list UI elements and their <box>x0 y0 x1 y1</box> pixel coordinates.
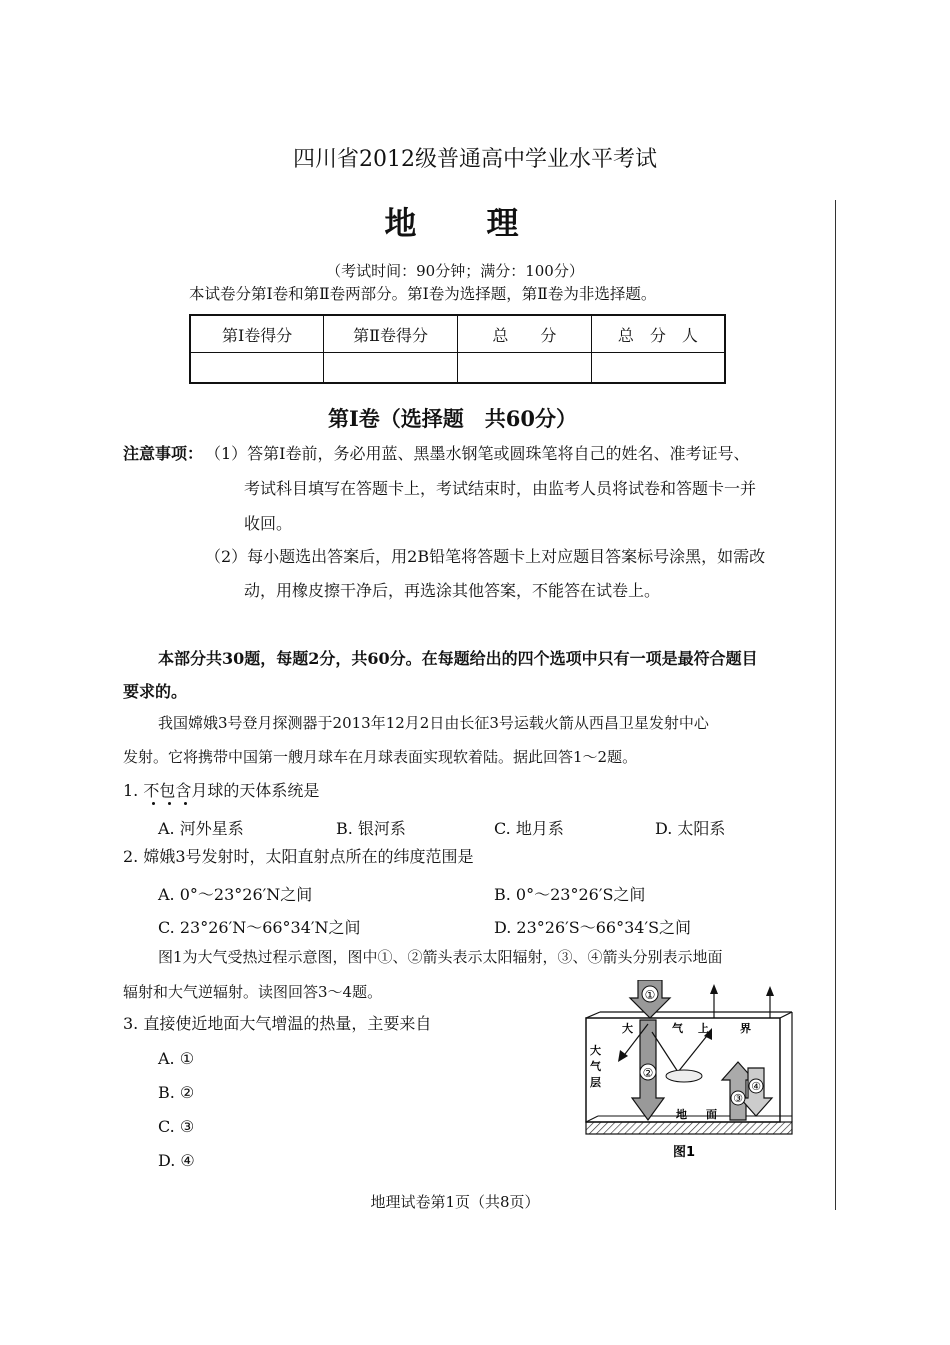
note1-line3: 收回。 <box>244 514 293 533</box>
section1-title: 第Ⅰ卷（选择题 共60分） <box>327 406 578 431</box>
note1-line1: （1）答第Ⅰ卷前，务必用蓝、黑墨水钢笔或圆珠笔将自己的姓名、准考证号、 <box>205 444 750 463</box>
arrow-3-label: ③ <box>733 1092 743 1105</box>
note2-line1: （2）每小题选出答案后，用2B铅笔将答题卡上对应题目答案标号涂黑，如需改 <box>205 547 766 566</box>
exam-time-info: （考试时间：90分钟；满分：100分） <box>326 262 584 280</box>
q3-option-d: D. ④ <box>158 1151 195 1170</box>
passage2-line2: 辐射和大气逆辐射。读图回答3～4题。 <box>123 983 383 1001</box>
score-cell-grader <box>591 353 725 384</box>
subject-title: 地 理 <box>384 204 521 242</box>
note2-line2: 动，用橡皮擦干净后，再选涂其他答案，不能答在试卷上。 <box>244 581 661 600</box>
figure1-diagram <box>580 980 800 1165</box>
notes-label: 注意事项： <box>123 444 204 463</box>
top-label-2: 气 <box>672 1022 683 1035</box>
page-footer: 地理试卷第1页（共8页） <box>370 1193 540 1211</box>
score-cell-part2 <box>324 353 458 384</box>
score-header-part2: 第Ⅱ卷得分 <box>324 315 458 353</box>
score-cell-part1 <box>190 353 324 384</box>
side-label-2: 气 <box>590 1060 601 1073</box>
q3-option-a: A. ① <box>158 1049 195 1068</box>
emphasis-dot <box>168 802 171 805</box>
passage2-line1: 图1为大气受热过程示意图，图中①、②箭头表示太阳辐射，③、④箭头分别表示地面 <box>158 948 723 966</box>
arrow-1-label: ① <box>644 988 656 1002</box>
arrow-2-label: ② <box>642 1066 654 1080</box>
top-label-4: 界 <box>740 1022 751 1035</box>
q1-option-c: C. 地月系 <box>494 819 564 838</box>
scan-edge-line <box>835 200 836 1210</box>
structure-note: 本试卷分第Ⅰ卷和第Ⅱ卷两部分。第Ⅰ卷为选择题，第Ⅱ卷为非选择题。 <box>189 285 657 303</box>
ground-strip <box>586 1122 792 1134</box>
arrow-4-label: ④ <box>751 1080 761 1093</box>
top-label-3: 上 <box>698 1022 709 1035</box>
q3-option-c: C. ③ <box>158 1117 195 1136</box>
q3-stem: 3. 直接使近地面大气增温的热量，主要来自 <box>123 1014 432 1033</box>
score-table <box>189 314 726 384</box>
side-label-1: 大 <box>590 1044 601 1057</box>
score-header-total: 总 分 <box>458 315 592 353</box>
part-intro-line1: 本部分共30题，每题2分，共60分。在每题给出的四个选项中只有一项是最符合题目 <box>158 649 758 668</box>
score-header-part1: 第Ⅰ卷得分 <box>190 315 324 353</box>
cloud-icon <box>666 1070 702 1082</box>
score-header-grader: 总 分 人 <box>591 315 725 353</box>
q2-option-d: D. 23°26′S～66°34′S之间 <box>494 918 692 937</box>
q1-option-b: B. 银河系 <box>336 819 406 838</box>
q2-option-a: A. 0°～23°26′N之间 <box>158 885 313 904</box>
ground-label-1: 地 <box>676 1108 687 1121</box>
top-label-1: 大 <box>622 1022 633 1035</box>
passage1-line2: 发射。它将携带中国第一艘月球车在月球表面实现软着陆。据此回答1～2题。 <box>123 748 638 766</box>
q1-option-a: A. 河外星系 <box>158 819 244 838</box>
exam-title: 四川省2012级普通高中学业水平考试 <box>293 147 657 172</box>
q2-option-c: C. 23°26′N～66°34′N之间 <box>158 918 361 937</box>
ground-label-2: 面 <box>706 1108 717 1121</box>
emphasis-dot <box>152 802 155 805</box>
figure1-caption: 图1 <box>672 1145 696 1160</box>
note1-line2: 考试科目填写在答题卡上，考试结束时，由监考人员将试卷和答题卡一并 <box>244 479 757 498</box>
q2-stem: 2. 嫦娥3号发射时，太阳直射点所在的纬度范围是 <box>123 847 474 866</box>
part-intro-line2: 要求的。 <box>123 682 188 701</box>
q1-stem: 1. 不包含月球的天体系统是 <box>123 781 320 800</box>
passage1-line1: 我国嫦娥3号登月探测器于2013年12月2日由长征3号运载火箭从西昌卫星发射中心 <box>158 714 709 732</box>
q1-option-d: D. 太阳系 <box>655 819 726 838</box>
emphasis-dot <box>184 802 187 805</box>
score-cell-total <box>458 353 592 384</box>
q3-option-b: B. ② <box>158 1083 195 1102</box>
q2-option-b: B. 0°～23°26′S之间 <box>494 885 646 904</box>
side-label-3: 层 <box>590 1076 601 1089</box>
